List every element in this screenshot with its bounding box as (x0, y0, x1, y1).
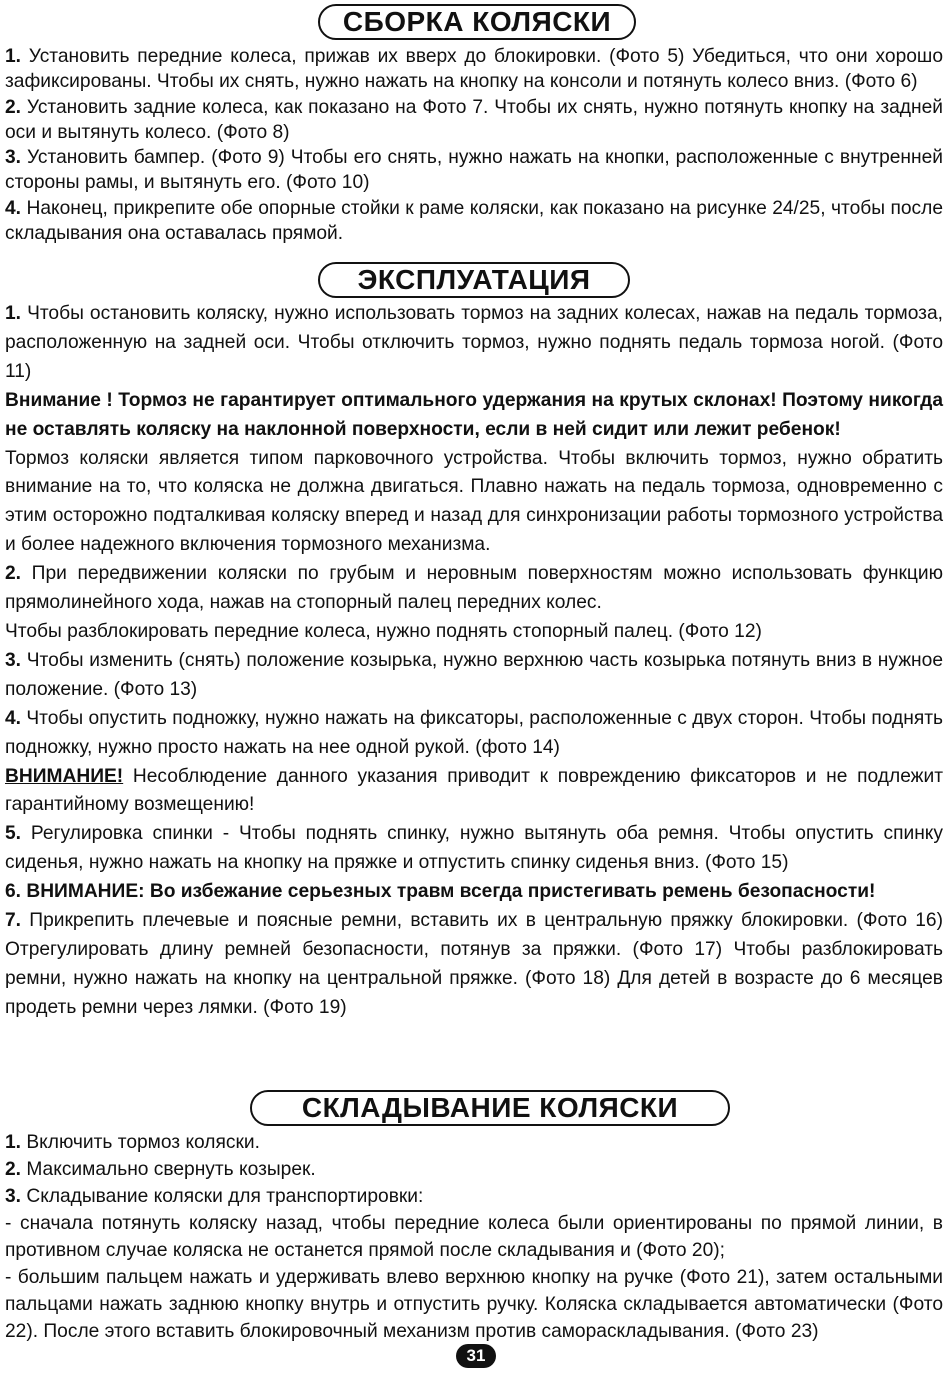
paragraph (5, 647, 943, 705)
folding-text (5, 1129, 943, 1345)
item-number: 1. (5, 303, 22, 324)
item-text: Регулировка спинки - Чтобы поднять спинку, нужно вытянуть оба ремня. Чтобы опустить спинку сиденья, нужно нажать на кнопку на пряжке и отпустить спинку сиденья вниз. (Фото 15) (5, 823, 943, 874)
paragraph (5, 560, 943, 618)
item-number: 5. (5, 823, 22, 845)
item-text: Чтобы изменить (снять) положение козырька, нужно верхнюю часть козырька потянуть вниз в нужное положение. (Фото 13) (5, 649, 943, 700)
paragraph: Тормоз коляски является типом парковочного устройства. Чтобы включить тормоз, нужно обратить внимание на то, что коляска не должна двигаться. Плавно нажать на педаль тормоза, одновременно с этим осторожно подталкивая коляску вперед и назад для синхронизации работы тормозного устройства и более надежного включения тормозного механизма. (5, 447, 943, 556)
warning-brake: Внимание ! Тормоз не гарантирует оптимального удержания на крутых склонах! Поэтому никогда не оставлять коляску на наклонной поверхности, если в ней сидит или лежит ребенок! (5, 389, 943, 440)
item-number: 4. (5, 707, 22, 729)
list-item (5, 44, 943, 95)
list-item (5, 1129, 943, 1156)
page-number: 31 (456, 1344, 496, 1368)
list-item (5, 196, 943, 247)
section-title-folding: СКЛАДЫВАНИЕ КОЛЯСКИ (250, 1090, 730, 1126)
item-number: 2. (5, 96, 22, 118)
warning-label: ВНИМАНИЕ! (5, 765, 124, 787)
item-number: 2. (5, 563, 22, 585)
assembly-text (5, 44, 943, 246)
item-number: 3. (5, 649, 22, 671)
item-number: 1. (5, 1132, 22, 1153)
section-title-assembly: СБОРКА КОЛЯСКИ (318, 4, 636, 40)
sub-step: - большим пальцем нажать и удерживать влево верхнюю кнопку на ручке (Фото 21), затем остальными пальцами нажать заднюю кнопку внутрь и отпустить ручку. Коляска складывается автоматически (Фото 22). После этого вставить блокировочный механизм против самораскладывания. (Фото 23) (5, 1267, 943, 1342)
item-text: Чтобы опустить подножку, нужно нажать на фиксаторы, расположенные с двух сторон. Чтобы поднять подножку, нужно просто нажать на нее одной рукой. (фото 14) (5, 707, 943, 758)
operation-text (5, 300, 943, 1023)
item-text: Прикрепить плечевые и поясные ремни, вставить их в центральную пряжку блокировки. (Фото 16) Отрегулировать длину ремней безопасности, потянув за пряжки. (Фото 17) Чтобы разблокировать ремни, нужно нажать на кнопку на центральной пряжке. (Фото 18) Для детей в возрасте до 6 месяцев продеть ремни через лямки. (Фото 19) (5, 910, 943, 1018)
paragraph: Чтобы разблокировать передние колеса, нужно поднять стопорный палец. (Фото 12) (5, 620, 762, 642)
paragraph (5, 300, 943, 387)
paragraph (5, 820, 943, 878)
paragraph (5, 763, 943, 821)
item-text: Установить бампер. (Фото 9) Чтобы его снять, нужно нажать на кнопки, расположенные с внутренней стороны рамы, и вытянуть его. (Фото 10) (5, 147, 943, 194)
item-text: При передвижении коляски по грубым и неровным поверхностям можно использовать функцию прямолинейного хода, нажав на стопорный палец передних колес. (5, 563, 943, 614)
item-text: Складывание коляски для транспортировки: (21, 1186, 424, 1207)
section-title-operation: ЭКСПЛУАТАЦИЯ (318, 262, 630, 298)
list-item (5, 1156, 943, 1183)
warning-seatbelt: 6. ВНИМАНИЕ: Во избежание серьезных травм всегда пристегивать ремень безопасности! (5, 881, 876, 903)
list-item (5, 1183, 943, 1210)
item-number: 2. (5, 1159, 22, 1180)
item-text: Включить тормоз коляски. (21, 1132, 260, 1153)
item-text: Максимально свернуть козырек. (21, 1159, 316, 1180)
list-item (5, 145, 943, 196)
item-text: Чтобы остановить коляску, нужно использовать тормоз на задних колесах, нажав на педаль тормоза, расположенную на задней оси. Чтобы отключить тормоз, нужно поднять педаль тормоза ногой. (Фото 11) (5, 303, 943, 382)
item-number: 1. (5, 46, 22, 67)
list-item (5, 95, 943, 146)
paragraph (5, 705, 943, 763)
sub-step: - сначала потянуть коляску назад, чтобы передние колеса были ориентированы по прямой линии, в противном случае коляска не останется прямой после складывания и (Фото 20); (5, 1213, 943, 1261)
paragraph (5, 907, 943, 1023)
item-text: Установить передние колеса, прижав их вверх до блокировки. (Фото 5) Убедиться, что они хорошо зафиксированы. Чтобы их снять, нужно нажать на кнопку на консоли и потянуть колесо вниз. (Фото 6) (5, 46, 943, 93)
item-number: 4. (5, 197, 22, 219)
item-number: 7. (5, 910, 22, 932)
item-text: Установить задние колеса, как показано на Фото 7. Чтобы их снять, нужно потянуть кнопку на задней оси и вытянуть колесо. (Фото 8) (5, 96, 943, 143)
item-text: Наконец, прикрепите обе опорные стойки к раме коляски, как показано на рисунке 24/25, чтобы после складывания она оставалась прямой. (5, 197, 943, 245)
item-number: 3. (5, 1186, 22, 1207)
warning-text: Несоблюдение данного указания приводит к повреждению фиксаторов и не подлежит гарантийному возмещению! (5, 765, 943, 816)
item-number: 3. (5, 147, 22, 169)
